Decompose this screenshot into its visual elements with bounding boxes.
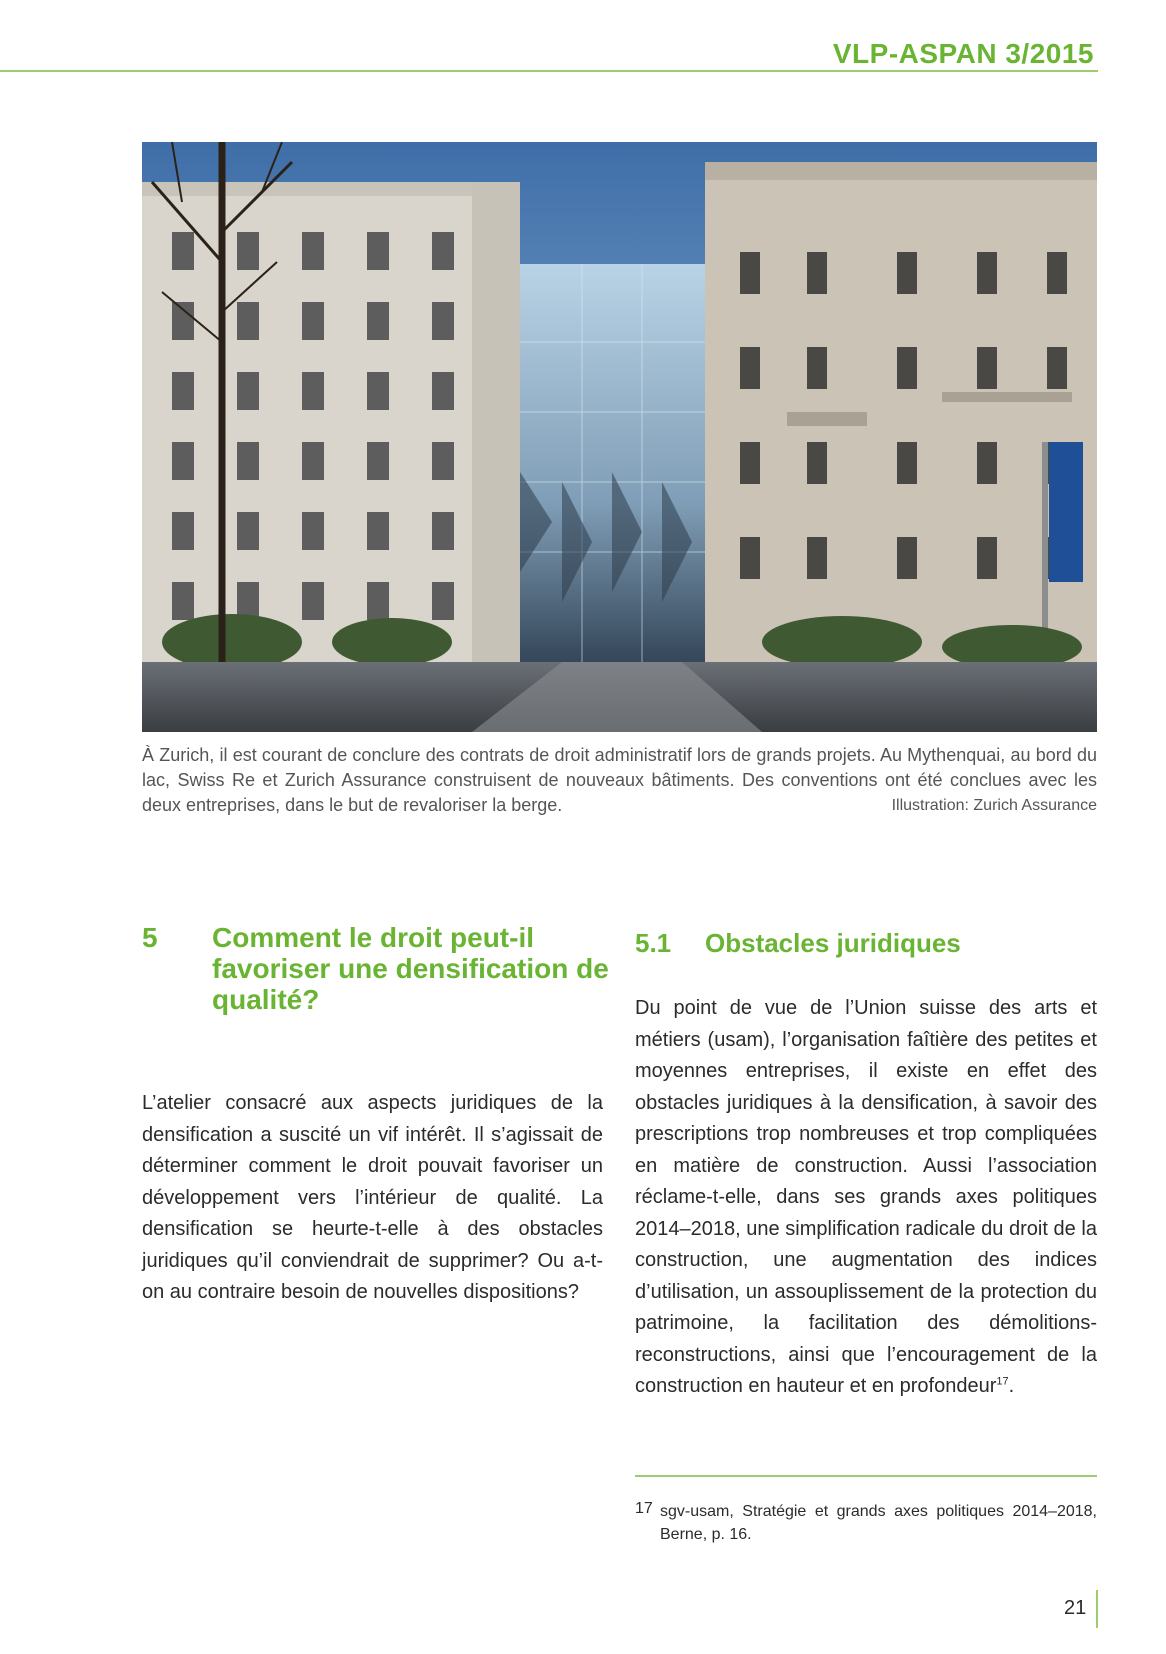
header-rule (0, 70, 1098, 72)
subsection-body-end: . (1008, 1375, 1015, 1397)
page-number: 21 (1064, 1597, 1087, 1619)
section-title: Comment le droit peut-il favoriser une densification de qualité? (212, 922, 609, 1015)
subsection-title: Obstacles juridiques (705, 928, 961, 958)
subsection-body-text: Du point de vue de l’Union suisse des arts et métiers (usam), l’organisation faîtière des petites et moyennes entreprises, il existe en effet des obstacles juridiques à la densification, à savoir des prescriptions trop nombreuses et trop compliquées en matière de construction. Aussi l’association réclame-t-elle, dans ses grands axes politiques 2014–2018, une simplification radicale du droit de la construction, une augmentation des indices d’utilisation, un assouplissement de la protection du patrimoine, la facilitation des démolitions-reconstructions, ainsi que l’encouragement de la construction en hauteur et en profondeur (635, 997, 1097, 1397)
section-body: L’atelier consacré aux aspects juridiques de la densification a suscité un vif intérêt. Il s’agissait de déterminer comment le droit pouvait favoriser un développement vers l’intérieur de qualité. La densification se heurte-t-elle à des obstacles juridiques qu’il conviendrait de supprimer? Ou a-t-on au contraire besoin de nouvelles dispositions? (142, 1092, 603, 1303)
footnote-number: 17 (635, 1500, 653, 1517)
subsection-body (635, 993, 1097, 1403)
header-title: VLP-ASPAN 3/2015 (832, 38, 1094, 69)
page-number-bar (1096, 1590, 1098, 1628)
footnote-text: sgv-usam, Stratégie et grands axes politiques 2014–2018, Berne, p. 16. (660, 1503, 1097, 1543)
section-number: 5 (142, 922, 158, 953)
footnote-reference[interactable]: 17 (996, 1375, 1009, 1388)
subsection-number: 5.1 (635, 928, 672, 958)
figure-caption (142, 743, 1097, 818)
caption-credit: Illustration: Zurich Assurance (891, 797, 1097, 814)
figure-photo (142, 142, 1097, 732)
footnote-rule (635, 1475, 1097, 1477)
photo-zurich-buildings-icon (142, 142, 1097, 732)
caption-text: À Zurich, il est courant de conclure des contrats de droit administratif lors de grands projets. Au Mythenquai, au bord du lac, Swiss Re et Zurich Assurance construisent de nouveaux bâtiments. Des conventions ont été conclues avec les deux entreprises, dans le but de revaloriser la berge. (142, 745, 1097, 815)
